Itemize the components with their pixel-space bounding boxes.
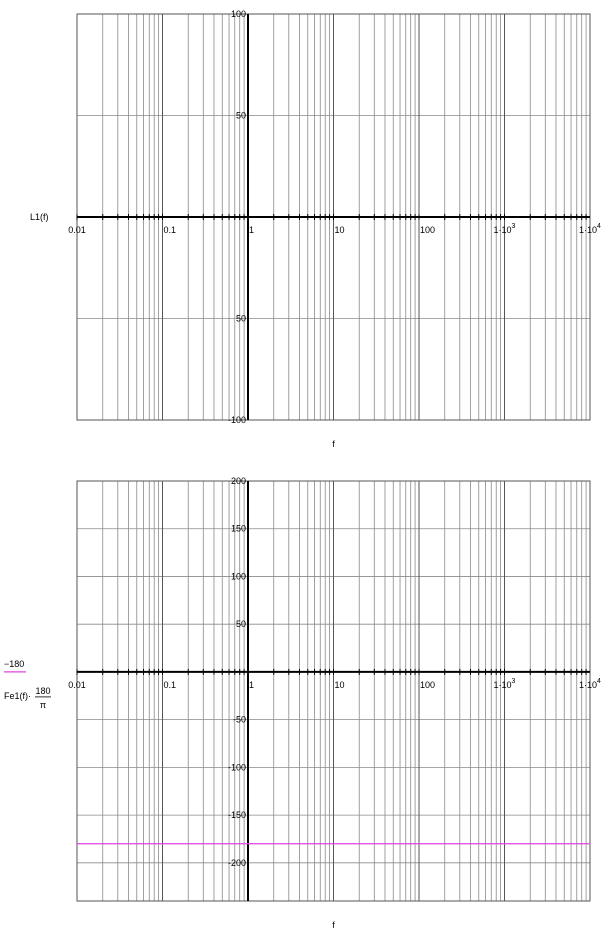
magnitude-chart — [30, 9, 601, 449]
x-tick-label: $1\cdot 10^4$ — [579, 677, 601, 690]
x-tick-label: 100 — [420, 679, 436, 690]
x-tick-label: 10 — [334, 225, 345, 235]
x-tick-label: 1 — [249, 679, 255, 690]
y-tick-label: 200 — [230, 476, 246, 486]
y-axis-label: L1(f) — [30, 212, 49, 222]
y-tick-label: -150 — [227, 810, 246, 821]
x-axis-label: f — [332, 439, 335, 449]
x-tick-label: 10 — [334, 679, 345, 690]
y-axis-label-line: π — [39, 699, 47, 710]
y-tick-label: -200 — [227, 857, 246, 868]
x-tick-label: 0.01 — [68, 679, 86, 690]
y-tick-label: 150 — [230, 523, 246, 534]
x-tick-label: 0.1 — [163, 225, 177, 235]
x-axis-label: f — [332, 920, 335, 930]
x-tick-label: 100 — [420, 225, 436, 235]
y-axis-label-line: 180 — [35, 685, 51, 696]
x-tick-label: $1\cdot 10^4$ — [579, 223, 601, 235]
x-tick-label: $1\cdot 10^3$ — [493, 677, 516, 690]
x-tick-label: 1 — [249, 225, 255, 235]
y-axis-label-line: Fe1(f)· — [4, 690, 31, 701]
y-tick-label: 50 — [235, 110, 246, 121]
x-tick-label: 0.01 — [68, 225, 86, 235]
y-tick-label: 100 — [230, 571, 246, 582]
y-tick-label: -50 — [232, 714, 246, 725]
y-tick-label: -100 — [227, 415, 246, 425]
y-axis-label-line: −180 — [4, 658, 25, 669]
x-tick-label: $1\cdot 10^3$ — [493, 223, 516, 235]
y-tick-label: 100 — [230, 9, 246, 19]
y-tick-label: -100 — [227, 762, 246, 773]
y-tick-label: 50 — [235, 619, 246, 630]
phase-chart — [4, 476, 601, 930]
y-tick-label: 50 — [235, 313, 246, 324]
x-tick-label: 0.1 — [163, 679, 177, 690]
